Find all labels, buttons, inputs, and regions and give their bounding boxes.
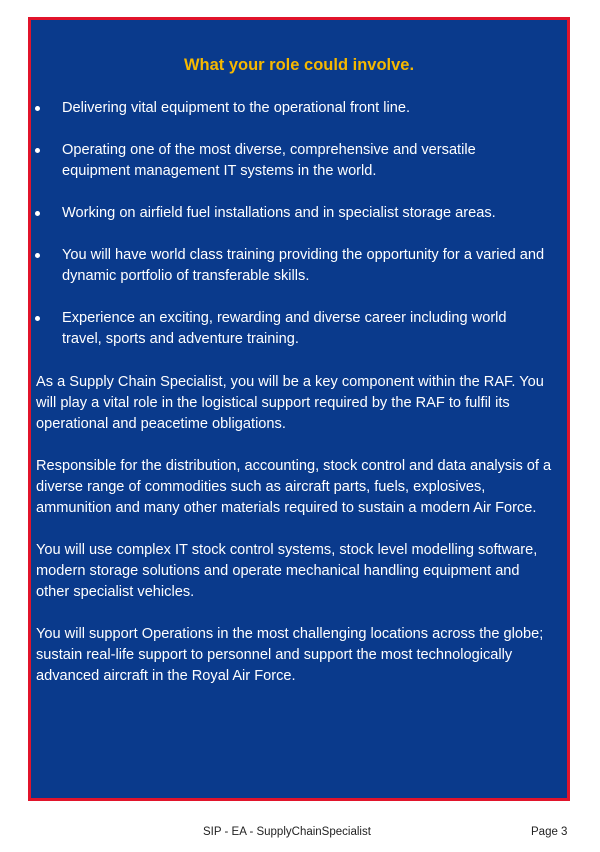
bullet-icon (35, 106, 40, 111)
bullet-text: Operating one of the most diverse, comprehensive and versatile equipment management IT systems in the world. (62, 142, 476, 179)
bullet-text: Delivering vital equipment to the operational front line. (62, 100, 411, 116)
bullet-text: You will have world class training providing the opportunity for a varied and dynamic portfolio of transferable skills. (62, 247, 545, 284)
paragraph: You will use complex IT stock control systems, stock level modelling software, modern storage solutions and operate mechanical handling equipment and other specialist vehicles. (36, 542, 538, 600)
bullet-item (31, 98, 567, 119)
bullet-item (31, 245, 567, 287)
bullet-item (31, 140, 567, 182)
paragraph: You will support Operations in the most challenging locations across the globe; sustain real-life support to personnel and support the most technologically advanced aircraft in the Royal Air Force. (36, 626, 544, 684)
bullet-icon (35, 253, 40, 258)
role-description (36, 372, 556, 708)
role-panel (28, 17, 570, 801)
paragraph: As a Supply Chain Specialist, you will be a key component within the RAF. You will play a vital role in the logistical support required by the RAF to fulfil its operational and peacetime obligations. (36, 374, 544, 432)
bullet-icon (35, 316, 40, 321)
paragraph: Responsible for the distribution, accounting, stock control and data analysis of a diverse range of commodities such as aircraft parts, fuels, explosives, ammunition and many other materials required to sustain a modern Air Force. (36, 458, 552, 516)
role-bullet-list (31, 98, 567, 371)
bullet-item (31, 308, 567, 350)
footer-document-name: SIP - EA - SupplyChainSpecialist (203, 826, 371, 838)
bullet-text: Working on airfield fuel installations and in specialist storage areas. (62, 205, 496, 221)
footer-page-number: Page 3 (531, 826, 568, 838)
bullet-icon (35, 148, 40, 153)
panel-heading: What your role could involve. (183, 56, 415, 74)
bullet-item (31, 203, 567, 224)
bullet-icon (35, 211, 40, 216)
bullet-text: Experience an exciting, rewarding and diverse career including world travel, sports and adventure training. (62, 310, 507, 347)
